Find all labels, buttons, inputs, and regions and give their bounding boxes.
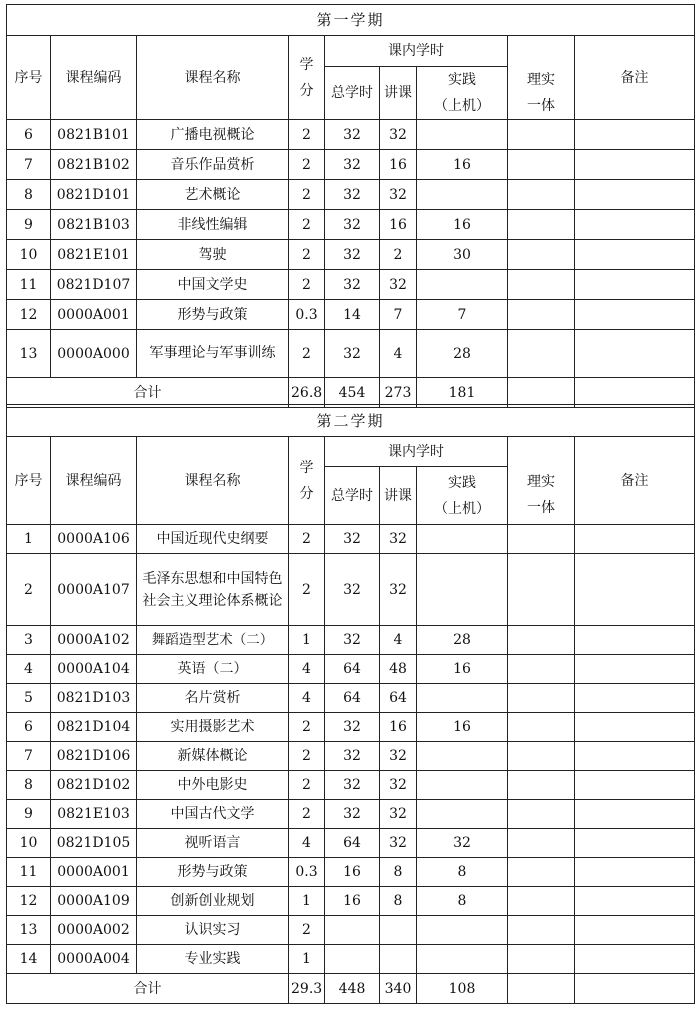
cell-seq: 12 (7, 887, 51, 916)
cell-lecture (380, 945, 417, 974)
cell-remark (575, 626, 695, 655)
cell-seq: 10 (7, 829, 51, 858)
cell-lecture: 4 (380, 626, 417, 655)
cell-practice: 16 (417, 713, 508, 742)
header-seq: 序号 (7, 437, 51, 525)
cell-theory (508, 270, 575, 300)
cell-total (325, 945, 380, 974)
header-name: 课程名称 (137, 437, 289, 525)
cell-remark (575, 887, 695, 916)
cell-theory (508, 655, 575, 684)
cell-name: 艺术概论 (137, 180, 289, 210)
cell-code: 0821E103 (51, 800, 137, 829)
table-row (7, 713, 695, 742)
cell-lecture: 32 (380, 800, 417, 829)
cell-name: 名片赏析 (137, 684, 289, 713)
cell-theory (508, 858, 575, 887)
total-practice: 108 (417, 974, 508, 1004)
cell-theory (508, 554, 575, 626)
cell-credit: 0.3 (289, 300, 325, 330)
cell-lecture: 64 (380, 684, 417, 713)
cell-total: 14 (325, 300, 380, 330)
cell-seq: 9 (7, 800, 51, 829)
total-hours: 448 (325, 974, 380, 1004)
cell-code: 0000A001 (51, 858, 137, 887)
cell-seq: 8 (7, 771, 51, 800)
table-row (7, 945, 695, 974)
cell-remark (575, 330, 695, 378)
header-code: 课程编码 (51, 36, 137, 120)
total-practice: 181 (417, 378, 508, 408)
cell-practice: 30 (417, 240, 508, 270)
cell-practice: 7 (417, 300, 508, 330)
cell-code: 0000A104 (51, 655, 137, 684)
cell-name: 形势与政策 (137, 300, 289, 330)
cell-total: 32 (325, 120, 380, 150)
header-theory: 理实 一体 (508, 67, 575, 120)
cell-name: 中外电影史 (137, 771, 289, 800)
cell-theory (508, 684, 575, 713)
cell-seq: 8 (7, 180, 51, 210)
total-row (7, 378, 695, 408)
cell-credit: 4 (289, 829, 325, 858)
cell-name: 英语（二） (137, 655, 289, 684)
cell-name: 中国文学史 (137, 270, 289, 300)
cell-lecture: 32 (380, 771, 417, 800)
cell-name: 创新创业规划 (137, 887, 289, 916)
cell-remark (575, 270, 695, 300)
cell-theory (508, 626, 575, 655)
cell-practice: 16 (417, 210, 508, 240)
cell-credit: 2 (289, 713, 325, 742)
table-row (7, 240, 695, 270)
cell-code: 0821D102 (51, 771, 137, 800)
cell-credit: 0.3 (289, 858, 325, 887)
cell-practice: 16 (417, 150, 508, 180)
cell-remark (575, 858, 695, 887)
cell-practice: 16 (417, 655, 508, 684)
cell-theory (508, 742, 575, 771)
total-credit: 29.3 (289, 974, 325, 1004)
cell-lecture: 7 (380, 300, 417, 330)
cell-remark (575, 916, 695, 945)
table-row (7, 330, 695, 378)
cell-seq: 13 (7, 916, 51, 945)
cell-code: 0821D107 (51, 270, 137, 300)
cell-lecture: 8 (380, 858, 417, 887)
cell-lecture: 4 (380, 330, 417, 378)
semester-title: 第二学期 (7, 405, 695, 437)
header-remark: 备注 (575, 36, 695, 120)
cell-code: 0000A001 (51, 300, 137, 330)
cell-code: 0821D101 (51, 180, 137, 210)
cell-theory (508, 916, 575, 945)
cell-code: 0000A102 (51, 626, 137, 655)
cell-lecture: 32 (380, 554, 417, 626)
cell-remark (575, 180, 695, 210)
cell-lecture: 32 (380, 829, 417, 858)
cell-remark (575, 300, 695, 330)
header-code: 课程编码 (51, 437, 137, 525)
header-credit: 学分 (289, 36, 325, 120)
cell-practice (417, 771, 508, 800)
cell-code: 0821D106 (51, 742, 137, 771)
header-total: 总学时 (325, 467, 380, 525)
cell-total: 32 (325, 150, 380, 180)
cell-lecture: 32 (380, 270, 417, 300)
cell-seq: 9 (7, 210, 51, 240)
cell-lecture (380, 916, 417, 945)
cell-practice (417, 525, 508, 554)
cell-code: 0821E101 (51, 240, 137, 270)
cell-credit: 2 (289, 270, 325, 300)
cell-name: 非线性编辑 (137, 210, 289, 240)
cell-code: 0821D104 (51, 713, 137, 742)
total-remark (575, 378, 695, 408)
cell-practice (417, 945, 508, 974)
table-row (7, 270, 695, 300)
cell-lecture: 32 (380, 742, 417, 771)
cell-remark (575, 120, 695, 150)
table-row (7, 800, 695, 829)
cell-credit: 2 (289, 800, 325, 829)
cell-practice (417, 554, 508, 626)
cell-seq: 1 (7, 525, 51, 554)
cell-remark (575, 684, 695, 713)
cell-practice: 8 (417, 858, 508, 887)
cell-name: 中国近现代史纲要 (137, 525, 289, 554)
cell-name: 舞蹈造型艺术（二） (137, 626, 289, 655)
header-name: 课程名称 (137, 36, 289, 120)
cell-total: 32 (325, 713, 380, 742)
cell-total: 32 (325, 525, 380, 554)
cell-seq: 5 (7, 684, 51, 713)
cell-code: 0000A107 (51, 554, 137, 626)
cell-seq: 6 (7, 120, 51, 150)
cell-total: 32 (325, 554, 380, 626)
cell-credit: 1 (289, 626, 325, 655)
header-remark: 备注 (575, 437, 695, 525)
cell-total: 32 (325, 180, 380, 210)
cell-seq: 11 (7, 858, 51, 887)
cell-practice: 8 (417, 887, 508, 916)
cell-practice (417, 742, 508, 771)
cell-remark (575, 771, 695, 800)
table-row (7, 150, 695, 180)
cell-credit: 1 (289, 945, 325, 974)
cell-code: 0821B103 (51, 210, 137, 240)
header-theory: 理实 一体 (508, 467, 575, 525)
header-credit: 学分 (289, 437, 325, 525)
cell-theory (508, 240, 575, 270)
cell-credit: 2 (289, 330, 325, 378)
cell-total (325, 916, 380, 945)
cell-credit: 2 (289, 525, 325, 554)
table-row (7, 210, 695, 240)
cell-name: 毛泽东思想和中国特色社会主义理论体系概论 (137, 554, 289, 626)
cell-total: 32 (325, 270, 380, 300)
cell-code: 0000A002 (51, 916, 137, 945)
cell-credit: 2 (289, 554, 325, 626)
cell-theory (508, 945, 575, 974)
cell-total: 64 (325, 829, 380, 858)
cell-total: 32 (325, 330, 380, 378)
cell-name: 专业实践 (137, 945, 289, 974)
cell-theory (508, 300, 575, 330)
cell-credit: 2 (289, 210, 325, 240)
cell-seq: 2 (7, 554, 51, 626)
cell-credit: 2 (289, 150, 325, 180)
header-practice: 实践 （上机） (417, 67, 508, 120)
cell-practice (417, 684, 508, 713)
header-hours-group: 课内学时 (325, 437, 508, 467)
cell-name: 广播电视概论 (137, 120, 289, 150)
cell-code: 0000A106 (51, 525, 137, 554)
total-theory (508, 378, 575, 408)
cell-credit: 2 (289, 180, 325, 210)
cell-code: 0821D105 (51, 829, 137, 858)
semester-2-table (6, 404, 695, 1004)
cell-total: 32 (325, 626, 380, 655)
cell-theory (508, 771, 575, 800)
table-row (7, 829, 695, 858)
cell-lecture: 32 (380, 180, 417, 210)
cell-practice (417, 916, 508, 945)
cell-remark (575, 713, 695, 742)
cell-seq: 14 (7, 945, 51, 974)
cell-lecture: 16 (380, 150, 417, 180)
total-label: 合计 (7, 974, 289, 1004)
total-label: 合计 (7, 378, 289, 408)
cell-remark (575, 829, 695, 858)
total-row (7, 974, 695, 1004)
cell-lecture: 48 (380, 655, 417, 684)
table-row (7, 525, 695, 554)
cell-code: 0000A000 (51, 330, 137, 378)
table-row (7, 887, 695, 916)
cell-seq: 7 (7, 150, 51, 180)
cell-practice (417, 120, 508, 150)
total-credit: 26.8 (289, 378, 325, 408)
table-row (7, 120, 695, 150)
cell-name: 新媒体概论 (137, 742, 289, 771)
header-hours-group: 课内学时 (325, 36, 508, 67)
cell-credit: 1 (289, 887, 325, 916)
cell-remark (575, 655, 695, 684)
cell-name: 中国古代文学 (137, 800, 289, 829)
cell-total: 64 (325, 684, 380, 713)
total-lecture: 340 (380, 974, 417, 1004)
cell-name: 军事理论与军事训练 (137, 330, 289, 378)
cell-seq: 13 (7, 330, 51, 378)
cell-remark (575, 150, 695, 180)
cell-remark (575, 742, 695, 771)
cell-theory (508, 120, 575, 150)
cell-seq: 10 (7, 240, 51, 270)
cell-lecture: 16 (380, 210, 417, 240)
cell-code: 0000A004 (51, 945, 137, 974)
cell-code: 0821B101 (51, 120, 137, 150)
cell-remark (575, 210, 695, 240)
cell-lecture: 8 (380, 887, 417, 916)
table-row (7, 858, 695, 887)
cell-credit: 2 (289, 916, 325, 945)
cell-total: 32 (325, 210, 380, 240)
total-lecture: 273 (380, 378, 417, 408)
table-row (7, 655, 695, 684)
header-total: 总学时 (325, 67, 380, 120)
header-lecture: 讲课 (380, 67, 417, 120)
cell-total: 32 (325, 742, 380, 771)
cell-name: 驾驶 (137, 240, 289, 270)
cell-remark (575, 554, 695, 626)
cell-theory (508, 330, 575, 378)
total-remark (575, 974, 695, 1004)
cell-practice: 28 (417, 330, 508, 378)
cell-practice (417, 800, 508, 829)
cell-remark (575, 525, 695, 554)
cell-credit: 2 (289, 771, 325, 800)
table-row (7, 180, 695, 210)
semester-1-table (6, 4, 695, 408)
table-row (7, 771, 695, 800)
cell-seq: 4 (7, 655, 51, 684)
cell-code: 0000A109 (51, 887, 137, 916)
cell-theory (508, 150, 575, 180)
cell-total: 64 (325, 655, 380, 684)
header-lecture: 讲课 (380, 467, 417, 525)
cell-name: 视听语言 (137, 829, 289, 858)
cell-code: 0821D103 (51, 684, 137, 713)
cell-name: 形势与政策 (137, 858, 289, 887)
table-row (7, 300, 695, 330)
cell-seq: 12 (7, 300, 51, 330)
table-row (7, 742, 695, 771)
cell-total: 16 (325, 858, 380, 887)
cell-remark (575, 800, 695, 829)
cell-seq: 6 (7, 713, 51, 742)
header-seq: 序号 (7, 36, 51, 120)
cell-seq: 3 (7, 626, 51, 655)
total-hours: 454 (325, 378, 380, 408)
cell-total: 32 (325, 771, 380, 800)
cell-seq: 11 (7, 270, 51, 300)
header-practice: 实践 （上机） (417, 467, 508, 525)
cell-lecture: 2 (380, 240, 417, 270)
cell-remark (575, 945, 695, 974)
cell-practice: 32 (417, 829, 508, 858)
cell-credit: 4 (289, 655, 325, 684)
cell-name: 实用摄影艺术 (137, 713, 289, 742)
total-theory (508, 974, 575, 1004)
table-row (7, 554, 695, 626)
cell-name: 认识实习 (137, 916, 289, 945)
cell-total: 32 (325, 240, 380, 270)
cell-theory (508, 887, 575, 916)
cell-practice: 28 (417, 626, 508, 655)
cell-credit: 2 (289, 742, 325, 771)
cell-seq: 7 (7, 742, 51, 771)
cell-lecture: 32 (380, 120, 417, 150)
table-row (7, 684, 695, 713)
cell-code: 0821B102 (51, 150, 137, 180)
cell-theory (508, 829, 575, 858)
table-row (7, 916, 695, 945)
cell-practice (417, 270, 508, 300)
cell-theory (508, 713, 575, 742)
cell-credit: 4 (289, 684, 325, 713)
cell-practice (417, 180, 508, 210)
cell-credit: 2 (289, 120, 325, 150)
cell-theory (508, 210, 575, 240)
cell-theory (508, 800, 575, 829)
cell-total: 32 (325, 800, 380, 829)
cell-total: 16 (325, 887, 380, 916)
table-row (7, 626, 695, 655)
cell-lecture: 16 (380, 713, 417, 742)
cell-name: 音乐作品赏析 (137, 150, 289, 180)
cell-remark (575, 240, 695, 270)
cell-lecture: 32 (380, 525, 417, 554)
cell-credit: 2 (289, 240, 325, 270)
semester-title: 第一学期 (7, 5, 695, 36)
cell-theory (508, 180, 575, 210)
cell-theory (508, 525, 575, 554)
